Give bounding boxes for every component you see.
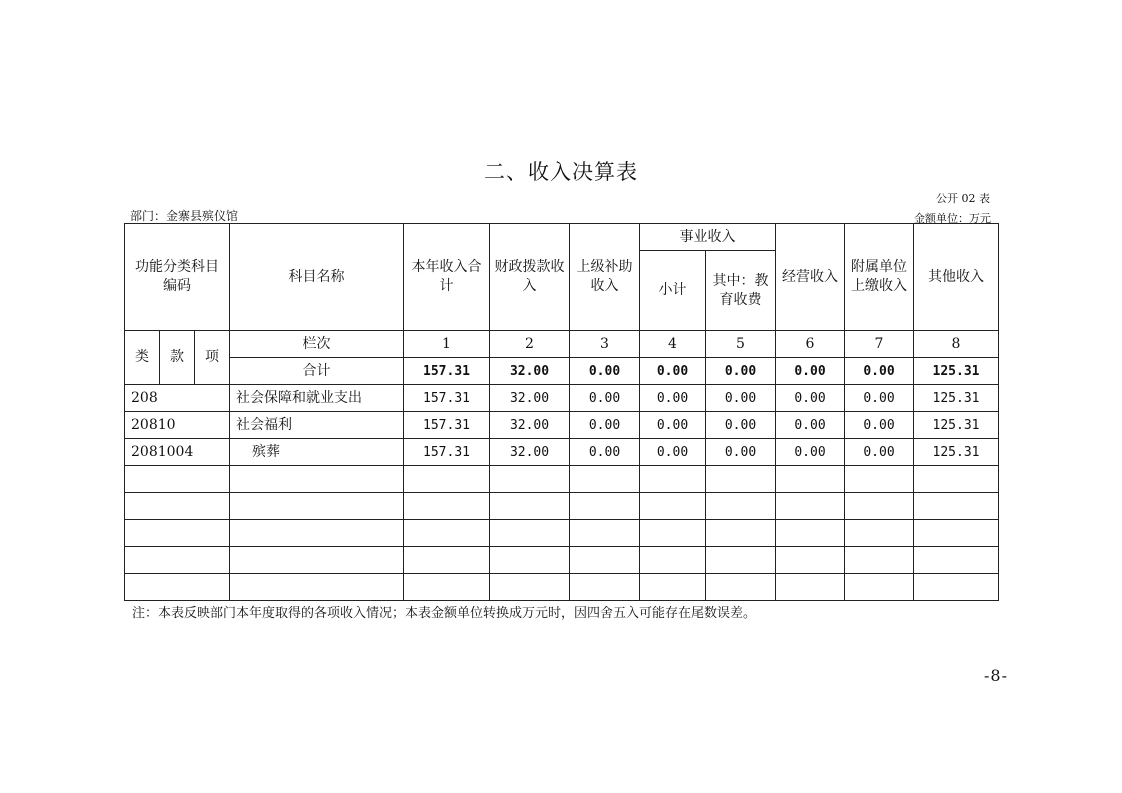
header-kuan: 款 [160, 331, 195, 385]
empty-cell [776, 493, 845, 520]
empty-cell [914, 547, 999, 574]
column-order-label: 栏次 [230, 331, 404, 358]
empty-cell [230, 574, 404, 601]
empty-cell [125, 574, 230, 601]
total-cell: 0.00 [776, 358, 845, 385]
row-cell: 32.00 [490, 385, 570, 412]
row-cell: 0.00 [640, 385, 706, 412]
form-number: 公开 02 表 [936, 192, 990, 205]
total-cell: 157.31 [404, 358, 490, 385]
empty-cell [776, 520, 845, 547]
row-cell: 32.00 [490, 412, 570, 439]
header-fiscal-appropriation: 财政拨款收入 [490, 224, 570, 331]
empty-cell [570, 547, 640, 574]
empty-cell [125, 493, 230, 520]
empty-cell [776, 466, 845, 493]
empty-cell [845, 493, 914, 520]
row-cell: 0.00 [776, 439, 845, 466]
total-cell: 0.00 [845, 358, 914, 385]
empty-cell [230, 520, 404, 547]
income-final-accounts-table [124, 223, 999, 601]
column-number: 7 [845, 331, 914, 358]
column-number: 8 [914, 331, 999, 358]
empty-cell [404, 520, 490, 547]
empty-cell [706, 493, 776, 520]
table-row [125, 439, 999, 466]
empty-cell [125, 466, 230, 493]
empty-row [125, 547, 999, 574]
row-cell: 0.00 [640, 439, 706, 466]
empty-cell [845, 466, 914, 493]
empty-cell [706, 574, 776, 601]
header-lei: 类 [125, 331, 160, 385]
empty-cell [125, 547, 230, 574]
column-number: 2 [490, 331, 570, 358]
column-number: 3 [570, 331, 640, 358]
empty-cell [125, 520, 230, 547]
column-number: 4 [640, 331, 706, 358]
row-cell: 0.00 [570, 439, 640, 466]
empty-cell [640, 547, 706, 574]
header-education-fee: 其中：教育收费 [706, 251, 776, 331]
empty-cell [404, 547, 490, 574]
empty-cell [230, 547, 404, 574]
header-other-income: 其他收入 [914, 224, 999, 331]
table-row [125, 385, 999, 412]
amount-unit-label: 金额单位：万元 [914, 212, 991, 225]
empty-row [125, 466, 999, 493]
empty-cell [404, 574, 490, 601]
table-footnote: 注：本表反映部门本年度取得的各项收入情况；本表金额单位转换成万元时，因四舍五入可能存在尾数误差。 [132, 606, 757, 621]
row-cell: 0.00 [570, 385, 640, 412]
empty-cell [640, 520, 706, 547]
empty-cell [230, 466, 404, 493]
column-number-row [125, 331, 999, 358]
row-cell: 0.00 [640, 412, 706, 439]
header-subtotal: 小计 [640, 251, 706, 331]
empty-cell [914, 493, 999, 520]
empty-cell [570, 466, 640, 493]
empty-cell [914, 466, 999, 493]
row-cell: 0.00 [776, 412, 845, 439]
total-label: 合计 [230, 358, 404, 385]
header-business-income: 事业收入 [640, 224, 776, 251]
row-cell: 0.00 [845, 412, 914, 439]
header-operating-income: 经营收入 [776, 224, 845, 331]
empty-cell [230, 493, 404, 520]
row-cell: 157.31 [404, 385, 490, 412]
row-cell: 0.00 [706, 412, 776, 439]
row-cell: 0.00 [845, 439, 914, 466]
page-title: 二、收入决算表 [484, 160, 638, 184]
total-cell: 0.00 [706, 358, 776, 385]
empty-row [125, 493, 999, 520]
row-cell: 0.00 [776, 385, 845, 412]
table-row [125, 412, 999, 439]
empty-cell [490, 493, 570, 520]
empty-cell [570, 574, 640, 601]
total-cell: 0.00 [640, 358, 706, 385]
department-label: 部门：金寨县殡仪馆 [130, 209, 239, 223]
empty-cell [490, 574, 570, 601]
empty-row [125, 520, 999, 547]
empty-cell [706, 520, 776, 547]
empty-cell [914, 520, 999, 547]
row-cell: 32.00 [490, 439, 570, 466]
row-subject-name: 社会福利 [230, 412, 404, 439]
row-cell: 0.00 [706, 385, 776, 412]
empty-cell [640, 493, 706, 520]
row-cell: 0.00 [570, 412, 640, 439]
header-row-1 [125, 224, 999, 251]
header-xiang: 项 [195, 331, 230, 385]
total-row [125, 358, 999, 385]
empty-cell [490, 520, 570, 547]
empty-cell [845, 547, 914, 574]
row-code: 208 [125, 385, 230, 412]
empty-cell [570, 520, 640, 547]
row-cell: 157.31 [404, 439, 490, 466]
row-subject-name: 社会保障和就业支出 [230, 385, 404, 412]
header-subject-name: 科目名称 [230, 224, 404, 331]
column-number: 1 [404, 331, 490, 358]
empty-cell [706, 466, 776, 493]
empty-cell [640, 466, 706, 493]
row-subject-name: 殡葬 [230, 439, 404, 466]
empty-cell [706, 547, 776, 574]
total-cell: 0.00 [570, 358, 640, 385]
row-cell: 125.31 [914, 385, 999, 412]
row-code: 2081004 [125, 439, 230, 466]
column-number: 5 [706, 331, 776, 358]
empty-cell [845, 520, 914, 547]
row-cell: 0.00 [845, 385, 914, 412]
empty-cell [570, 493, 640, 520]
empty-cell [845, 574, 914, 601]
empty-cell [776, 574, 845, 601]
empty-cell [404, 466, 490, 493]
empty-cell [490, 466, 570, 493]
row-cell: 125.31 [914, 412, 999, 439]
empty-cell [640, 574, 706, 601]
row-cell: 157.31 [404, 412, 490, 439]
column-number: 6 [776, 331, 845, 358]
row-code: 20810 [125, 412, 230, 439]
empty-cell [490, 547, 570, 574]
empty-cell [404, 493, 490, 520]
page-number: -8- [984, 666, 1008, 685]
empty-cell [776, 547, 845, 574]
header-affiliated-income: 附属单位上缴收入 [845, 224, 914, 331]
empty-cell [914, 574, 999, 601]
row-cell: 125.31 [914, 439, 999, 466]
row-cell: 0.00 [706, 439, 776, 466]
header-superior-subsidy: 上级补助收入 [570, 224, 640, 331]
empty-row [125, 574, 999, 601]
total-cell: 125.31 [914, 358, 999, 385]
header-total-income: 本年收入合计 [404, 224, 490, 331]
total-cell: 32.00 [490, 358, 570, 385]
header-code-group: 功能分类科目编码 [125, 224, 230, 331]
